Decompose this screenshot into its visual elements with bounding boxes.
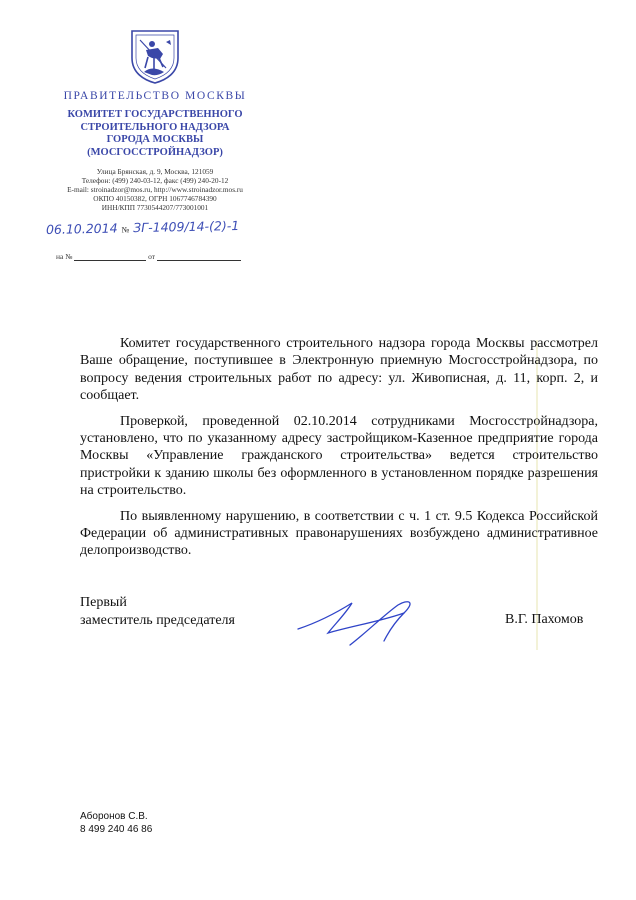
executor-phone: 8 499 240 46 86	[80, 824, 153, 835]
number-label: №	[121, 225, 130, 235]
reference-no-blank	[74, 252, 146, 261]
address: Улица Брянская, д. 9, Москва, 121059	[96, 167, 214, 177]
body-paragraph: Комитет государственного строительного надзора города Москвы рассмотрел Ваше обращение, поступившее в Электронную приемную Мосгосстройнадзора, по вопросу ведения строительных работ по адресу: ул. Живописная, д. 11, корп. 2, и сообщает.	[80, 336, 598, 404]
government-name: ПРАВИТЕЛЬСТВО МОСКВЫ	[63, 90, 247, 102]
contact-details	[30, 168, 280, 212]
moscow-coat-of-arms-icon	[130, 28, 180, 84]
letterhead	[30, 28, 280, 212]
phone-fax: Телефон: (499) 240-03-12, факс (499) 240-20-12	[81, 176, 229, 186]
letter-body	[80, 335, 598, 560]
reference-from-blank	[157, 252, 241, 261]
handwritten-signature	[292, 593, 442, 653]
executor-info	[80, 810, 152, 836]
signatory-title-line: Первый	[80, 595, 127, 610]
committee-name	[30, 109, 280, 159]
email-website: E-mail: stroinadzor@mos.ru, http://www.stroinadzor.mos.ru	[67, 184, 243, 194]
reference-from-label: от	[148, 252, 156, 261]
signatory-title-line: заместитель председателя	[80, 613, 235, 628]
registration-number-value: ЗГ-1409/14-(2)-1	[133, 217, 240, 236]
reference-line	[56, 252, 241, 261]
committee-line: (МОСГОССТРОЙНАДЗОР)	[87, 146, 223, 158]
okpo-ogrn: ОКПО 40150382, ОГРН 1067746784390	[93, 193, 217, 203]
registration-number	[46, 218, 240, 237]
body-paragraph: Проверкой, проведенной 02.10.2014 сотрудниками Мосгосстройнадзора, установлено, что по указанному адресу застройщиком-Казенное предприятие города Москвы «Управление гражданского строительства» ведется строительство пристройки к зданию школы без оформленного в установленном порядке разрешения на строительство.	[80, 413, 598, 499]
body-paragraph: По выявленному нарушению, в соответствии с ч. 1 ст. 9.5 Кодекса Российской Федерации об административных правонарушениях возбуждено административное делопроизводство.	[80, 508, 598, 559]
registration-date: 06.10.2014	[45, 220, 118, 237]
signatory-name: В.Г. Пахомов	[505, 612, 584, 627]
executor-name: Аборонов С.В.	[80, 811, 148, 822]
inn-kpp: ИНН/КПП 7730544207/773001001	[101, 202, 209, 212]
committee-line: КОМИТЕТ ГОСУДАРСТВЕННОГО	[67, 109, 243, 120]
reference-no-label: на №	[56, 252, 73, 261]
committee-line: СТРОИТЕЛЬНОГО НАДЗОРА	[80, 121, 230, 133]
signatory-title	[80, 594, 235, 630]
committee-line: ГОРОДА МОСКВЫ	[106, 134, 204, 146]
